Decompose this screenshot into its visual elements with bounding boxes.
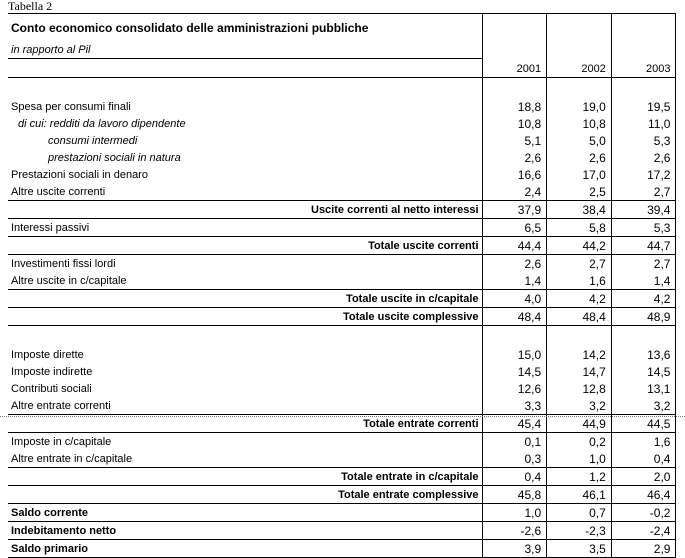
cell-value: 1,6 <box>611 433 676 451</box>
cell-value: 2,7 <box>547 255 612 273</box>
cell-value: 17,2 <box>611 166 676 183</box>
cell-value: 5,3 <box>611 132 676 149</box>
cell-value: 48,9 <box>611 308 676 326</box>
cell-value: 19,0 <box>547 98 612 115</box>
cell-value: 4,0 <box>482 290 547 308</box>
table-row <box>8 380 676 397</box>
row-label: Totale entrate in c/capitale <box>8 468 482 486</box>
cell-value: 14,5 <box>611 363 676 380</box>
cell-value: 5,1 <box>482 132 547 149</box>
row-label: Totale uscite in c/capitale <box>8 290 482 308</box>
page-break-line <box>0 416 685 417</box>
table-row <box>8 98 676 115</box>
cell-value: 5,3 <box>611 219 676 237</box>
cell-value: 0,2 <box>547 433 612 451</box>
cell-value: 2,7 <box>611 183 676 201</box>
table-row <box>8 166 676 183</box>
row-label: Altre uscite correnti <box>8 183 482 201</box>
cell-value: 44,2 <box>547 237 612 255</box>
spacer-row <box>8 326 676 347</box>
row-label: Altre entrate correnti <box>8 397 482 415</box>
table-row <box>8 433 676 451</box>
year-header: 2002 <box>547 59 612 78</box>
cell-value: 1,0 <box>482 504 547 522</box>
table-caption: Tabella 2 <box>8 0 53 13</box>
subtotal-row <box>8 290 676 308</box>
row-label: Totale uscite complessive <box>8 308 482 326</box>
cell-value: 2,6 <box>482 255 547 273</box>
cell-value: 12,8 <box>547 380 612 397</box>
row-label: Saldo corrente <box>8 504 482 522</box>
row-label: Altre entrate in c/capitale <box>8 450 482 468</box>
balance-row <box>8 504 676 522</box>
row-label: Totale entrate correnti <box>8 415 482 433</box>
cell-value: 2,4 <box>482 183 547 201</box>
row-label: Imposte indirette <box>8 363 482 380</box>
row-label: Imposte dirette <box>8 346 482 363</box>
balance-row <box>8 540 676 558</box>
row-label: Interessi passivi <box>8 219 482 237</box>
cell-value: 3,9 <box>482 540 547 558</box>
subtotal-row <box>8 201 676 219</box>
title-row <box>8 14 676 37</box>
subtotal-row <box>8 468 676 486</box>
balance-row <box>8 522 676 540</box>
cell-value: 0,7 <box>547 504 612 522</box>
table-row <box>8 255 676 273</box>
table-row <box>8 272 676 290</box>
row-label: Spesa per consumi finali <box>8 98 482 115</box>
row-label: Contributi sociali <box>8 380 482 397</box>
row-label: di cui: redditi da lavoro dipendente <box>8 115 482 132</box>
table-row <box>8 363 676 380</box>
cell-value: 45,4 <box>482 415 547 433</box>
table-row <box>8 397 676 415</box>
cell-value: 46,4 <box>611 486 676 504</box>
row-label: Imposte in c/capitale <box>8 433 482 451</box>
cell-value: 0,4 <box>482 468 547 486</box>
cell-value: 1,0 <box>547 450 612 468</box>
cell-value: 1,6 <box>547 272 612 290</box>
cell-value: 15,0 <box>482 346 547 363</box>
cell-value: 16,6 <box>482 166 547 183</box>
cell-value: 0,1 <box>482 433 547 451</box>
row-label: Saldo primario <box>8 540 482 558</box>
row-label: prestazioni sociali in natura <box>8 149 482 166</box>
year-header-row <box>8 59 676 78</box>
cell-value: 3,2 <box>611 397 676 415</box>
cell-value: -0,2 <box>611 504 676 522</box>
table-row <box>8 132 676 149</box>
cell-value: 44,5 <box>611 415 676 433</box>
cell-value: -2,6 <box>482 522 547 540</box>
cell-value: 1,2 <box>547 468 612 486</box>
subtitle-row <box>8 36 676 59</box>
cell-value: 14,5 <box>482 363 547 380</box>
cell-value: -2,3 <box>547 522 612 540</box>
cell-value: 3,2 <box>547 397 612 415</box>
table-subtitle: in rapporto al Pil <box>8 36 482 59</box>
cell-value: 2,6 <box>482 149 547 166</box>
row-label: Uscite correnti al netto interessi <box>8 201 482 219</box>
cell-value: 2,6 <box>547 149 612 166</box>
row-label: Totale entrate complessive <box>8 486 482 504</box>
cell-value: 5,0 <box>547 132 612 149</box>
cell-value: 17,0 <box>547 166 612 183</box>
cell-value: 2,0 <box>611 468 676 486</box>
cell-value: 10,8 <box>482 115 547 132</box>
cell-value: 48,4 <box>482 308 547 326</box>
subtotal-row <box>8 415 676 433</box>
cell-value: 2,9 <box>611 540 676 558</box>
cell-value: 18,8 <box>482 98 547 115</box>
cell-value: -2,4 <box>611 522 676 540</box>
cell-value: 12,6 <box>482 380 547 397</box>
row-label: Totale uscite correnti <box>8 237 482 255</box>
cell-value: 39,4 <box>611 201 676 219</box>
year-header: 2003 <box>611 59 676 78</box>
cell-value: 0,4 <box>611 450 676 468</box>
cell-value: 10,8 <box>547 115 612 132</box>
cell-value: 44,4 <box>482 237 547 255</box>
subtotal-row <box>8 308 676 326</box>
cell-value: 11,0 <box>611 115 676 132</box>
cell-value: 45,8 <box>482 486 547 504</box>
subtotal-row <box>8 486 676 504</box>
cell-value: 3,3 <box>482 397 547 415</box>
cell-value: 46,1 <box>547 486 612 504</box>
cell-value: 2,7 <box>611 255 676 273</box>
cell-value: 44,7 <box>611 237 676 255</box>
cell-value: 2,5 <box>547 183 612 201</box>
cell-value: 1,4 <box>482 272 547 290</box>
spacer-row <box>8 78 676 99</box>
cell-value: 0,3 <box>482 450 547 468</box>
cell-value: 38,4 <box>547 201 612 219</box>
row-label: Investimenti fissi lordi <box>8 255 482 273</box>
table-row <box>8 219 676 237</box>
cell-value: 4,2 <box>611 290 676 308</box>
cell-value: 13,1 <box>611 380 676 397</box>
row-label: Prestazioni sociali in denaro <box>8 166 482 183</box>
cell-value: 4,2 <box>547 290 612 308</box>
table-row <box>8 149 676 166</box>
table-row <box>8 183 676 201</box>
cell-value: 13,6 <box>611 346 676 363</box>
table-row <box>8 115 676 132</box>
cell-value: 48,4 <box>547 308 612 326</box>
fiscal-table <box>8 13 676 558</box>
cell-value: 1,4 <box>611 272 676 290</box>
cell-value: 2,6 <box>611 149 676 166</box>
cell-value: 6,5 <box>482 219 547 237</box>
cell-value: 44,9 <box>547 415 612 433</box>
table-row <box>8 346 676 363</box>
table-row <box>8 450 676 468</box>
subtotal-row <box>8 237 676 255</box>
row-label: Indebitamento netto <box>8 522 482 540</box>
cell-value: 5,8 <box>547 219 612 237</box>
cell-value: 3,5 <box>547 540 612 558</box>
row-label: consumi intermedi <box>8 132 482 149</box>
cell-value: 14,7 <box>547 363 612 380</box>
table-title: Conto economico consolidato delle amministrazioni pubbliche <box>8 14 482 37</box>
row-label: Altre uscite in c/capitale <box>8 272 482 290</box>
cell-value: 14,2 <box>547 346 612 363</box>
cell-value: 19,5 <box>611 98 676 115</box>
year-header: 2001 <box>482 59 547 78</box>
cell-value: 37,9 <box>482 201 547 219</box>
